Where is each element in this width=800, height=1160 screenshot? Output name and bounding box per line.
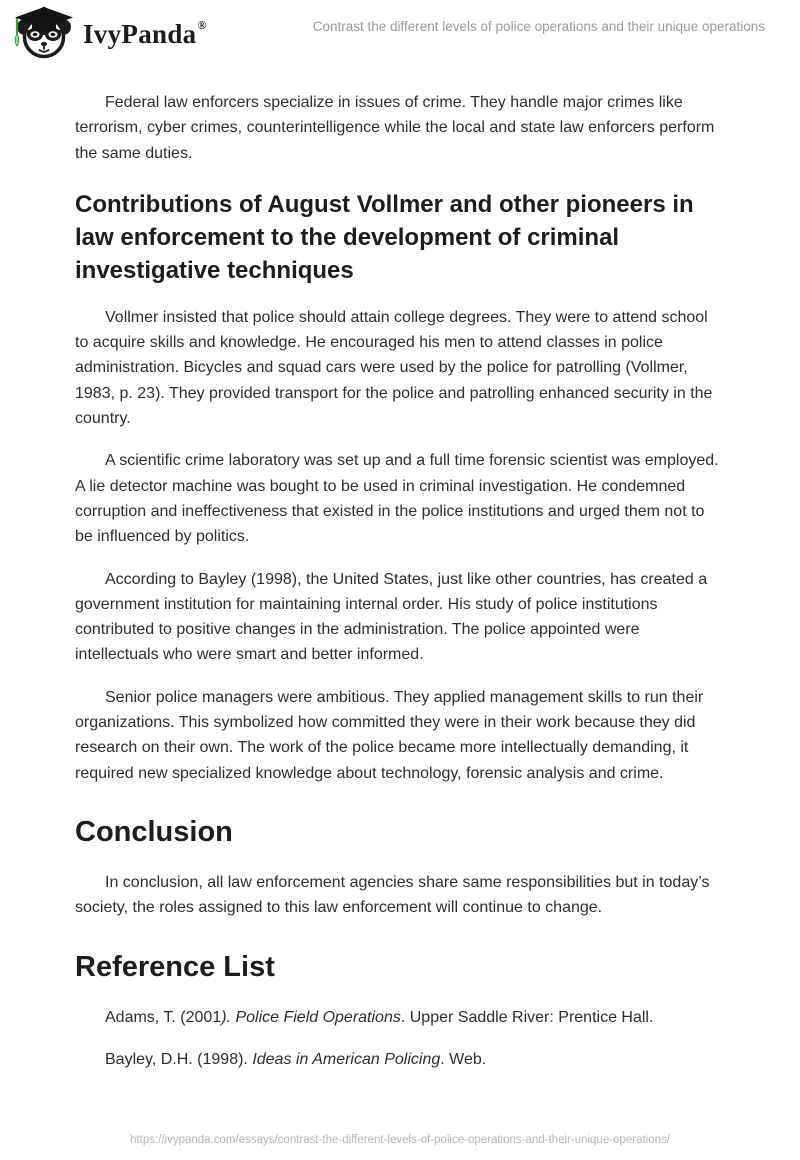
page-header — [0, 0, 800, 62]
paragraph-vollmer-education: Vollmer insisted that police should attain college degrees. They were to attend school to acquire skills and knowledge. He encouraged his men to attend classes in police administration. Bicycles and squad cars were used by the police for patrolling (Vollmer, 1983, p. 23). They provided transport for the police and patrolling enhanced security in the country. — [75, 308, 713, 428]
reference-title-italic: Ideas in American Policing — [252, 1050, 441, 1068]
registered-trademark-symbol: ® — [197, 17, 207, 32]
reference-text: Bayley, D.H. (1998). — [105, 1050, 253, 1068]
page-footer — [0, 1130, 800, 1148]
reference-text: . Upper Saddle River: Prentice Hall. — [400, 1008, 654, 1026]
paragraph-senior-managers: Senior police managers were ambitious. They applied management skills to run their organizations. This symbolized how committed they were in their work because they did research on their own. The work of the police became more intellectually demanding, it required new specialized knowledge about technology, forensic analysis and crime. — [75, 688, 704, 782]
paragraph-conclusion: In conclusion, all law enforcement agencies share same responsibilities but in today’s society, the roles assigned to this law enforcement will continue to change. — [75, 873, 710, 917]
paragraph-crime-laboratory: A scientific crime laboratory was set up and a full time forensic scientist was employed. A lie detector machine was bought to be used in criminal investigation. He condemned corruption and ineffectiveness that existed in the police institutions and urged them not to be influenced by politics. — [75, 452, 719, 546]
ivypanda-logo — [8, 6, 207, 60]
essay-content — [75, 62, 725, 1072]
reference-item-bayley — [75, 1047, 725, 1072]
heading-reference-list: Reference List — [75, 950, 275, 983]
reference-text: Adams, T. (2001 — [105, 1008, 222, 1026]
reference-title-italic: ). Police Field Operations — [221, 1008, 401, 1026]
heading-conclusion: Conclusion — [75, 815, 233, 848]
panda-graduate-icon — [8, 6, 74, 60]
paragraph-federal-law: Federal law enforcers specialize in issues of crime. They handle major crimes like terrorism, cyber crimes, counterintelligence while the local and state law enforcers perform the same duties. — [75, 94, 715, 162]
reference-item-adams — [75, 1005, 725, 1030]
paragraph-bayley-study: According to Bayley (1998), the United States, just like other countries, has created a government institution for maintaining internal order. His study of police institutions contributed to positive changes in the administration. The police appointed were intellectuals who were smart and better informed. — [75, 570, 708, 664]
source-url: https://ivypanda.com/essays/contrast-the-different-levels-of-police-operations-and-their-unique-operations/ — [130, 1134, 670, 1146]
document-running-title: Contrast the different levels of police operations and their unique operations — [312, 19, 765, 34]
heading-contributions: Contributions of August Vollmer and other pioneers in law enforcement to the development of criminal investigative techniques — [75, 190, 694, 284]
reference-text: . Web. — [440, 1050, 487, 1068]
ivypanda-logo-text: IvyPanda® — [83, 17, 207, 49]
